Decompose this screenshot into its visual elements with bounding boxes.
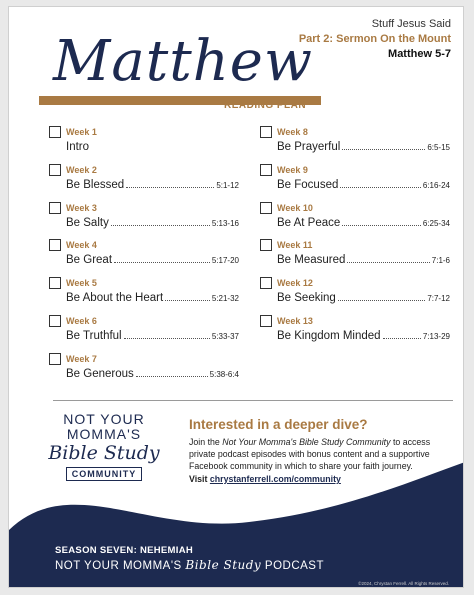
logo-line-1: NOT YOUR <box>63 411 145 427</box>
week-header <box>260 276 450 290</box>
week-label: Week 13 <box>277 316 313 326</box>
week-item <box>260 314 450 342</box>
week-label: Week 11 <box>277 240 313 251</box>
week-header <box>260 238 450 252</box>
week-label: Week 1 <box>66 127 97 137</box>
week-verse: 7:7-12 <box>427 294 450 304</box>
week-verse: 5:38-6:4 <box>209 369 239 379</box>
week-title: Be Generous <box>66 367 134 380</box>
week-checkbox[interactable] <box>49 202 61 214</box>
week-label: Week 10 <box>277 202 313 213</box>
week-label: Week 12 <box>277 278 313 289</box>
week-label: Week 4 <box>66 240 97 251</box>
week-header <box>49 125 239 139</box>
week-header <box>49 276 239 290</box>
week-detail <box>66 179 239 191</box>
week-header <box>260 163 450 177</box>
dot-leader <box>111 217 210 226</box>
week-title: Be Kingdom Minded <box>277 330 381 342</box>
week-label: Week 9 <box>277 164 308 175</box>
reading-plan-sheet <box>8 6 464 588</box>
week-checkbox[interactable] <box>49 353 61 365</box>
week-checkbox[interactable] <box>260 164 272 176</box>
week-header <box>260 314 450 328</box>
week-header <box>49 238 239 252</box>
logo-badge: COMMUNITY <box>66 467 143 481</box>
week-detail <box>277 292 450 304</box>
week-verse: 6:16-24 <box>422 180 450 190</box>
week-item <box>260 201 450 229</box>
week-title: Be Salty <box>66 216 109 229</box>
week-verse: 7:13-29 <box>422 332 450 341</box>
logo-script: Bible Study <box>48 442 160 464</box>
week-label: Week 6 <box>66 316 97 326</box>
week-checkbox[interactable] <box>260 202 272 214</box>
week-detail <box>66 141 239 153</box>
week-header <box>260 201 450 215</box>
week-header <box>49 201 239 215</box>
week-detail <box>66 254 239 266</box>
week-checkbox[interactable] <box>260 239 272 251</box>
dot-leader <box>165 292 210 301</box>
week-title: Be Great <box>66 254 113 267</box>
week-title: Be Measured <box>277 254 346 267</box>
podcast-label-script: Bible Study <box>185 558 262 572</box>
week-title: Be Truthful <box>66 330 122 342</box>
week-header <box>260 125 450 139</box>
week-title: Intro <box>66 141 90 153</box>
week-verse: 7:1-6 <box>431 256 450 266</box>
cta-heading: Interested in a deeper dive? <box>189 417 368 432</box>
week-title: Be Prayerful <box>277 141 341 153</box>
dot-leader <box>136 368 208 377</box>
week-item <box>260 125 450 153</box>
cta-visit-label: Visit <box>189 474 210 484</box>
week-label: Week 7 <box>66 353 97 364</box>
week-item <box>49 314 239 342</box>
series-part: Part 2: Sermon On the Mount <box>298 33 451 45</box>
week-item <box>49 352 239 380</box>
week-detail <box>66 368 239 380</box>
week-verse: 6:25-34 <box>422 218 450 228</box>
week-header <box>49 352 239 366</box>
week-detail <box>277 179 450 191</box>
week-title: Be About the Heart <box>66 292 164 305</box>
week-label: Week 3 <box>66 202 97 213</box>
dot-leader <box>340 179 420 188</box>
week-verse: 5:33-37 <box>211 332 239 341</box>
section-divider <box>53 400 453 401</box>
dot-leader <box>342 217 421 226</box>
week-detail <box>66 330 239 342</box>
dot-leader <box>338 292 425 301</box>
week-verse: 5:1-12 <box>216 180 239 190</box>
dot-leader <box>126 179 214 188</box>
week-detail <box>277 330 450 342</box>
copyright: ©2024, Chrystan Ferrell. All Rights Reserved. <box>358 581 449 586</box>
week-detail <box>277 141 450 153</box>
series-passage: Matthew 5-7 <box>388 48 451 60</box>
week-checkbox[interactable] <box>260 126 272 138</box>
week-title: Be Focused <box>277 178 339 191</box>
week-label: Week 2 <box>66 164 97 175</box>
week-item <box>49 163 239 191</box>
week-header <box>49 163 239 177</box>
week-verse: 5:21-32 <box>211 294 239 304</box>
week-verse: 6:5-15 <box>427 143 450 152</box>
week-checkbox[interactable] <box>49 126 61 138</box>
week-title: Be Blessed <box>66 178 125 191</box>
week-detail <box>66 217 239 229</box>
dot-leader <box>342 141 425 150</box>
week-title: Be At Peace <box>277 216 341 229</box>
dot-leader <box>347 254 429 263</box>
week-verse: 5:13-16 <box>211 218 239 228</box>
podcast-label <box>55 558 324 572</box>
cta-text-post: to access private podcast episodes with bonus content and a supportive Facebook community in which to share your faith journey. <box>189 437 431 471</box>
page-title: Matthew <box>53 29 313 94</box>
dot-leader <box>124 330 210 339</box>
week-item <box>260 238 450 266</box>
week-checkbox[interactable] <box>49 164 61 176</box>
week-checkbox[interactable] <box>49 277 61 289</box>
week-item <box>49 238 239 266</box>
week-checkbox[interactable] <box>260 277 272 289</box>
week-item <box>49 125 239 153</box>
week-header <box>49 314 239 328</box>
podcast-label-pre: NOT YOUR MOMMA'S <box>55 560 186 572</box>
week-detail <box>66 292 239 304</box>
week-item <box>49 201 239 229</box>
week-item <box>260 276 450 304</box>
week-detail <box>277 254 450 266</box>
podcast-label-post: PODCAST <box>261 560 325 572</box>
week-verse: 5:17-20 <box>211 256 239 266</box>
week-checkbox[interactable] <box>49 239 61 251</box>
community-link[interactable]: chrystanferrell.com/community <box>209 474 341 484</box>
logo-line-2: MOMMA'S <box>66 426 142 442</box>
series-subtitle: Stuff Jesus Said <box>371 18 451 30</box>
cta-text-pre: Join the <box>189 437 223 447</box>
week-label: Week 5 <box>66 278 97 289</box>
week-item <box>49 276 239 304</box>
week-label: Week 8 <box>277 127 308 137</box>
dot-leader <box>114 254 210 263</box>
week-checkbox[interactable] <box>260 315 272 327</box>
week-checkbox[interactable] <box>49 315 61 327</box>
week-detail <box>277 217 450 229</box>
week-item <box>260 163 450 191</box>
season-label: SEASON SEVEN: NEHEMIAH <box>55 545 194 556</box>
dot-leader <box>383 330 421 339</box>
week-title: Be Seeking <box>277 292 336 305</box>
cta-text-community: Not Your Momma's Bible Study Community <box>222 437 391 447</box>
reading-plan-label: READING PLAN <box>224 100 307 111</box>
